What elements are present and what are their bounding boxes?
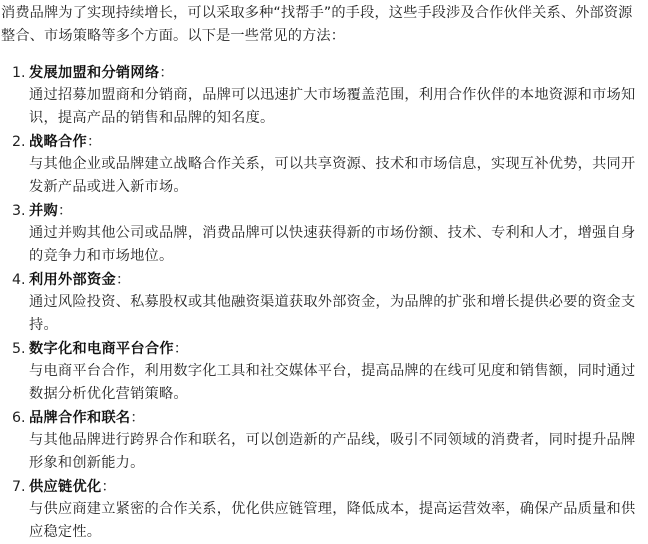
item-title: 品牌合作和联名 xyxy=(29,410,131,426)
list-item xyxy=(1,476,638,544)
item-number: 4. xyxy=(12,272,26,288)
item-number: 7. xyxy=(12,479,26,495)
item-number: 3. xyxy=(12,203,26,219)
item-title: 并购 xyxy=(29,203,58,219)
item-number: 2. xyxy=(12,134,26,150)
item-colon: ： xyxy=(101,479,116,495)
methods-list xyxy=(1,62,638,544)
list-item xyxy=(1,338,638,406)
list-item xyxy=(1,200,638,268)
item-title: 发展加盟和分销网络 xyxy=(29,65,160,81)
item-title: 利用外部资金 xyxy=(29,272,116,288)
item-description: 通过风险投资、私募股权或其他融资渠道获取外部资金，为品牌的扩张和增长提供必要的资金支持。 xyxy=(29,294,636,333)
item-description: 通过并购其他公司或品牌，消费品牌可以快速获得新的市场份额、技术、专利和人才，增强自身的竞争力和市场地位。 xyxy=(29,225,636,264)
item-title: 战略合作 xyxy=(29,134,87,150)
item-colon: ： xyxy=(115,272,131,288)
item-number: 5. xyxy=(12,341,26,357)
list-item xyxy=(1,269,638,337)
item-colon: ： xyxy=(130,410,145,426)
item-colon: ： xyxy=(173,341,189,357)
item-number: 6. xyxy=(12,410,26,426)
item-description: 与供应商建立紧密的合作关系，优化供应链管理，降低成本，提高运营效率，确保产品质量和供应稳定性。 xyxy=(29,501,636,540)
list-item xyxy=(1,62,638,130)
item-description: 与其他企业或品牌建立战略合作关系，可以共享资源、技术和市场信息，实现互补优势，共同开发新产品或进入新市场。 xyxy=(29,156,636,195)
item-title: 供应链优化 xyxy=(29,479,102,495)
intro-paragraph: 消费品牌为了实现持续增长，可以采取多种“找帮手”的手段，这些手段涉及合作伙伴关系、外部资源整合、市场策略等多个方面。以下是一些常见的方法： xyxy=(1,5,633,44)
item-description: 与电商平台合作，利用数字化工具和社交媒体平台，提高品牌的在线可见度和销售额，同时通过数据分析优化营销策略。 xyxy=(29,363,636,402)
item-title: 数字化和电商平台合作 xyxy=(29,341,174,357)
item-colon: ： xyxy=(57,203,73,219)
item-colon: ： xyxy=(86,134,102,150)
list-item xyxy=(1,407,638,475)
item-number: 1. xyxy=(12,65,26,81)
list-item xyxy=(1,131,638,199)
item-description: 通过招募加盟商和分销商，品牌可以迅速扩大市场覆盖范围，利用合作伙伴的本地资源和市场知识，提高产品的销售和品牌的知名度。 xyxy=(29,87,636,126)
item-colon: ： xyxy=(159,65,174,81)
item-description: 与其他品牌进行跨界合作和联名，可以创造新的产品线，吸引不同领域的消费者，同时提升品牌形象和创新能力。 xyxy=(29,432,636,471)
